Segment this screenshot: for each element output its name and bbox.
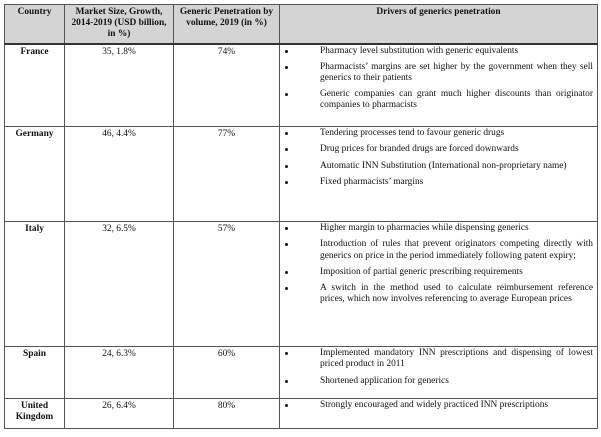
header-drivers: Drivers of generics penetration <box>280 5 598 44</box>
table-row <box>5 127 598 222</box>
drivers-list <box>280 348 593 387</box>
drivers-list <box>280 46 593 112</box>
market-cell: 26, 6.4% <box>65 399 174 429</box>
table-row <box>5 44 598 127</box>
penetration-cell: 77% <box>174 127 280 222</box>
drivers-cell <box>280 44 598 127</box>
driver-item: Automatic INN Substitution (International non-proprietary name) <box>280 161 593 172</box>
header-penetration: Generic Penetration by volume, 2019 (in %) <box>174 5 280 44</box>
driver-item: Imposition of partial generic prescribing requirements <box>280 267 593 278</box>
driver-item: Pharmacists’ margins are set higher by the government when they sell generics to their patients <box>280 62 593 84</box>
drivers-cell <box>280 127 598 222</box>
driver-item: A switch in the method used to calculate reimbursement reference prices, which now involves referencing to average European prices <box>280 283 593 305</box>
generics-table <box>4 4 598 429</box>
driver-item: Tendering processes tend to favour generic drugs <box>280 128 593 139</box>
market-cell: 46, 4.4% <box>65 127 174 222</box>
country-cell: France <box>5 44 65 127</box>
penetration-cell: 74% <box>174 44 280 127</box>
penetration-cell: 60% <box>174 347 280 399</box>
country-cell: Italy <box>5 222 65 347</box>
driver-item: Pharmacy level substitution with generic equivalents <box>280 46 593 57</box>
table-row <box>5 347 598 399</box>
market-cell: 35, 1.8% <box>65 44 174 127</box>
drivers-list <box>280 128 593 188</box>
driver-item: Introduction of rules that prevent originators competing directly with generics on price in the period immediately following patent expiry; <box>280 239 593 261</box>
driver-item: Drug prices for branded drugs are forced downwards <box>280 144 593 155</box>
driver-item: Higher margin to pharmacies while dispensing generics <box>280 223 593 234</box>
header-row <box>5 5 598 44</box>
table-row <box>5 222 598 347</box>
penetration-cell: 80% <box>174 399 280 429</box>
drivers-cell <box>280 399 598 429</box>
country-cell: United Kingdom <box>5 399 65 429</box>
driver-item: Implemented mandatory INN prescriptions and dispensing of lowest priced product in 2011 <box>280 348 593 370</box>
driver-item: Strongly encouraged and widely practiced INN prescriptions <box>280 400 593 411</box>
drivers-list <box>280 400 593 411</box>
drivers-cell <box>280 347 598 399</box>
drivers-list <box>280 223 593 305</box>
driver-item: Fixed pharmacists’ margins <box>280 177 593 188</box>
drivers-cell <box>280 222 598 347</box>
driver-item: Shortened application for generics <box>280 376 593 387</box>
country-cell: Germany <box>5 127 65 222</box>
table-row <box>5 399 598 429</box>
country-cell: Spain <box>5 347 65 399</box>
market-cell: 24, 6.3% <box>65 347 174 399</box>
header-market: Market Size, Growth, 2014-2019 (USD billion, in %) <box>65 5 174 44</box>
penetration-cell: 57% <box>174 222 280 347</box>
header-country: Country <box>5 5 65 44</box>
driver-item: Generic companies can grant much higher discounts than originator companies to pharmacists <box>280 89 593 111</box>
market-cell: 32, 6.5% <box>65 222 174 347</box>
